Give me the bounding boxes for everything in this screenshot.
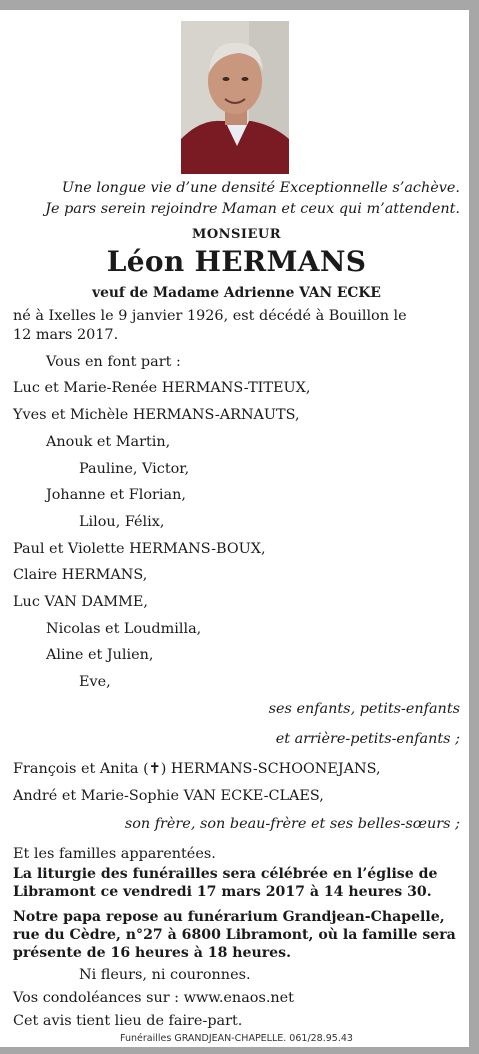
notice-line: Cet avis tient lieu de faire-part. — [13, 1013, 243, 1029]
rest-line-2: rue du Cèdre, n°27 à 6800 Libramont, où la famille sera — [13, 927, 456, 943]
announce-line: Vous en font part : — [46, 354, 181, 370]
condolences-line: Vos condoléances sur : www.enaos.net — [13, 990, 294, 1006]
relatives-line: Et les familles apparentées. — [13, 846, 216, 862]
quote-line-2: Je pars serein rejoindre Maman et ceux qui m’attendent. — [45, 201, 460, 217]
family-member: Eve, — [79, 674, 111, 690]
family-member: Anouk et Martin, — [46, 434, 171, 450]
widower-line: veuf de Madame Adrienne VAN ECKE — [92, 285, 381, 301]
funeral-home-footer: Funérailles GRANDJEAN-CHAPELLE. 061/28.95.43 — [120, 1033, 353, 1044]
family-member: Aline et Julien, — [46, 647, 154, 663]
liturgy-line-1: La liturgie des funérailles sera célébrée en l’église de — [13, 866, 438, 882]
liturgy-line-2: Libramont ce vendredi 17 mars 2017 à 14 heures 30. — [13, 884, 432, 900]
family-member: Paul et Violette HERMANS-BOUX, — [13, 541, 266, 557]
family-member: Johanne et Florian, — [46, 487, 186, 503]
family-member: Yves et Michèle HERMANS-ARNAUTS, — [13, 407, 300, 423]
family-member: Lilou, Félix, — [79, 514, 165, 530]
children-label-2: et arrière-petits-enfants ; — [275, 731, 460, 747]
no-flowers-line: Ni fleurs, ni couronnes. — [79, 967, 251, 983]
deceased-name: Léon HERMANS — [106, 245, 367, 278]
salutation: MONSIEUR — [191, 227, 282, 242]
birth-death-line-1: né à Ixelles le 9 janvier 1926, est décédé à Bouillon le — [13, 308, 407, 324]
family-member: Nicolas et Loudmilla, — [46, 621, 202, 637]
sibling: François et Anita (✝) HERMANS-SCHOONEJANS, — [13, 761, 381, 777]
birth-death-line-2: 12 mars 2017. — [13, 327, 119, 343]
family-member: Claire HERMANS, — [13, 567, 148, 583]
family-member: Luc VAN DAMME, — [13, 594, 148, 610]
quote-line-1: Une longue vie d’une densité Exceptionnelle s’achève. — [61, 180, 460, 196]
family-member: Pauline, Victor, — [79, 461, 190, 477]
siblings-label: son frère, son beau-frère et ses belles-sœurs ; — [124, 816, 460, 832]
sibling: André et Marie-Sophie VAN ECKE-CLAES, — [13, 788, 324, 804]
family-member: Luc et Marie-Renée HERMANS-TITEUX, — [13, 380, 311, 396]
rest-line-1: Notre papa repose au funérarium Grandjean-Chapelle, — [13, 909, 445, 925]
rest-line-3: présente de 16 heures à 18 heures. — [13, 945, 291, 961]
portrait-photo — [181, 21, 289, 174]
children-label-1: ses enfants, petits-enfants — [268, 701, 460, 717]
